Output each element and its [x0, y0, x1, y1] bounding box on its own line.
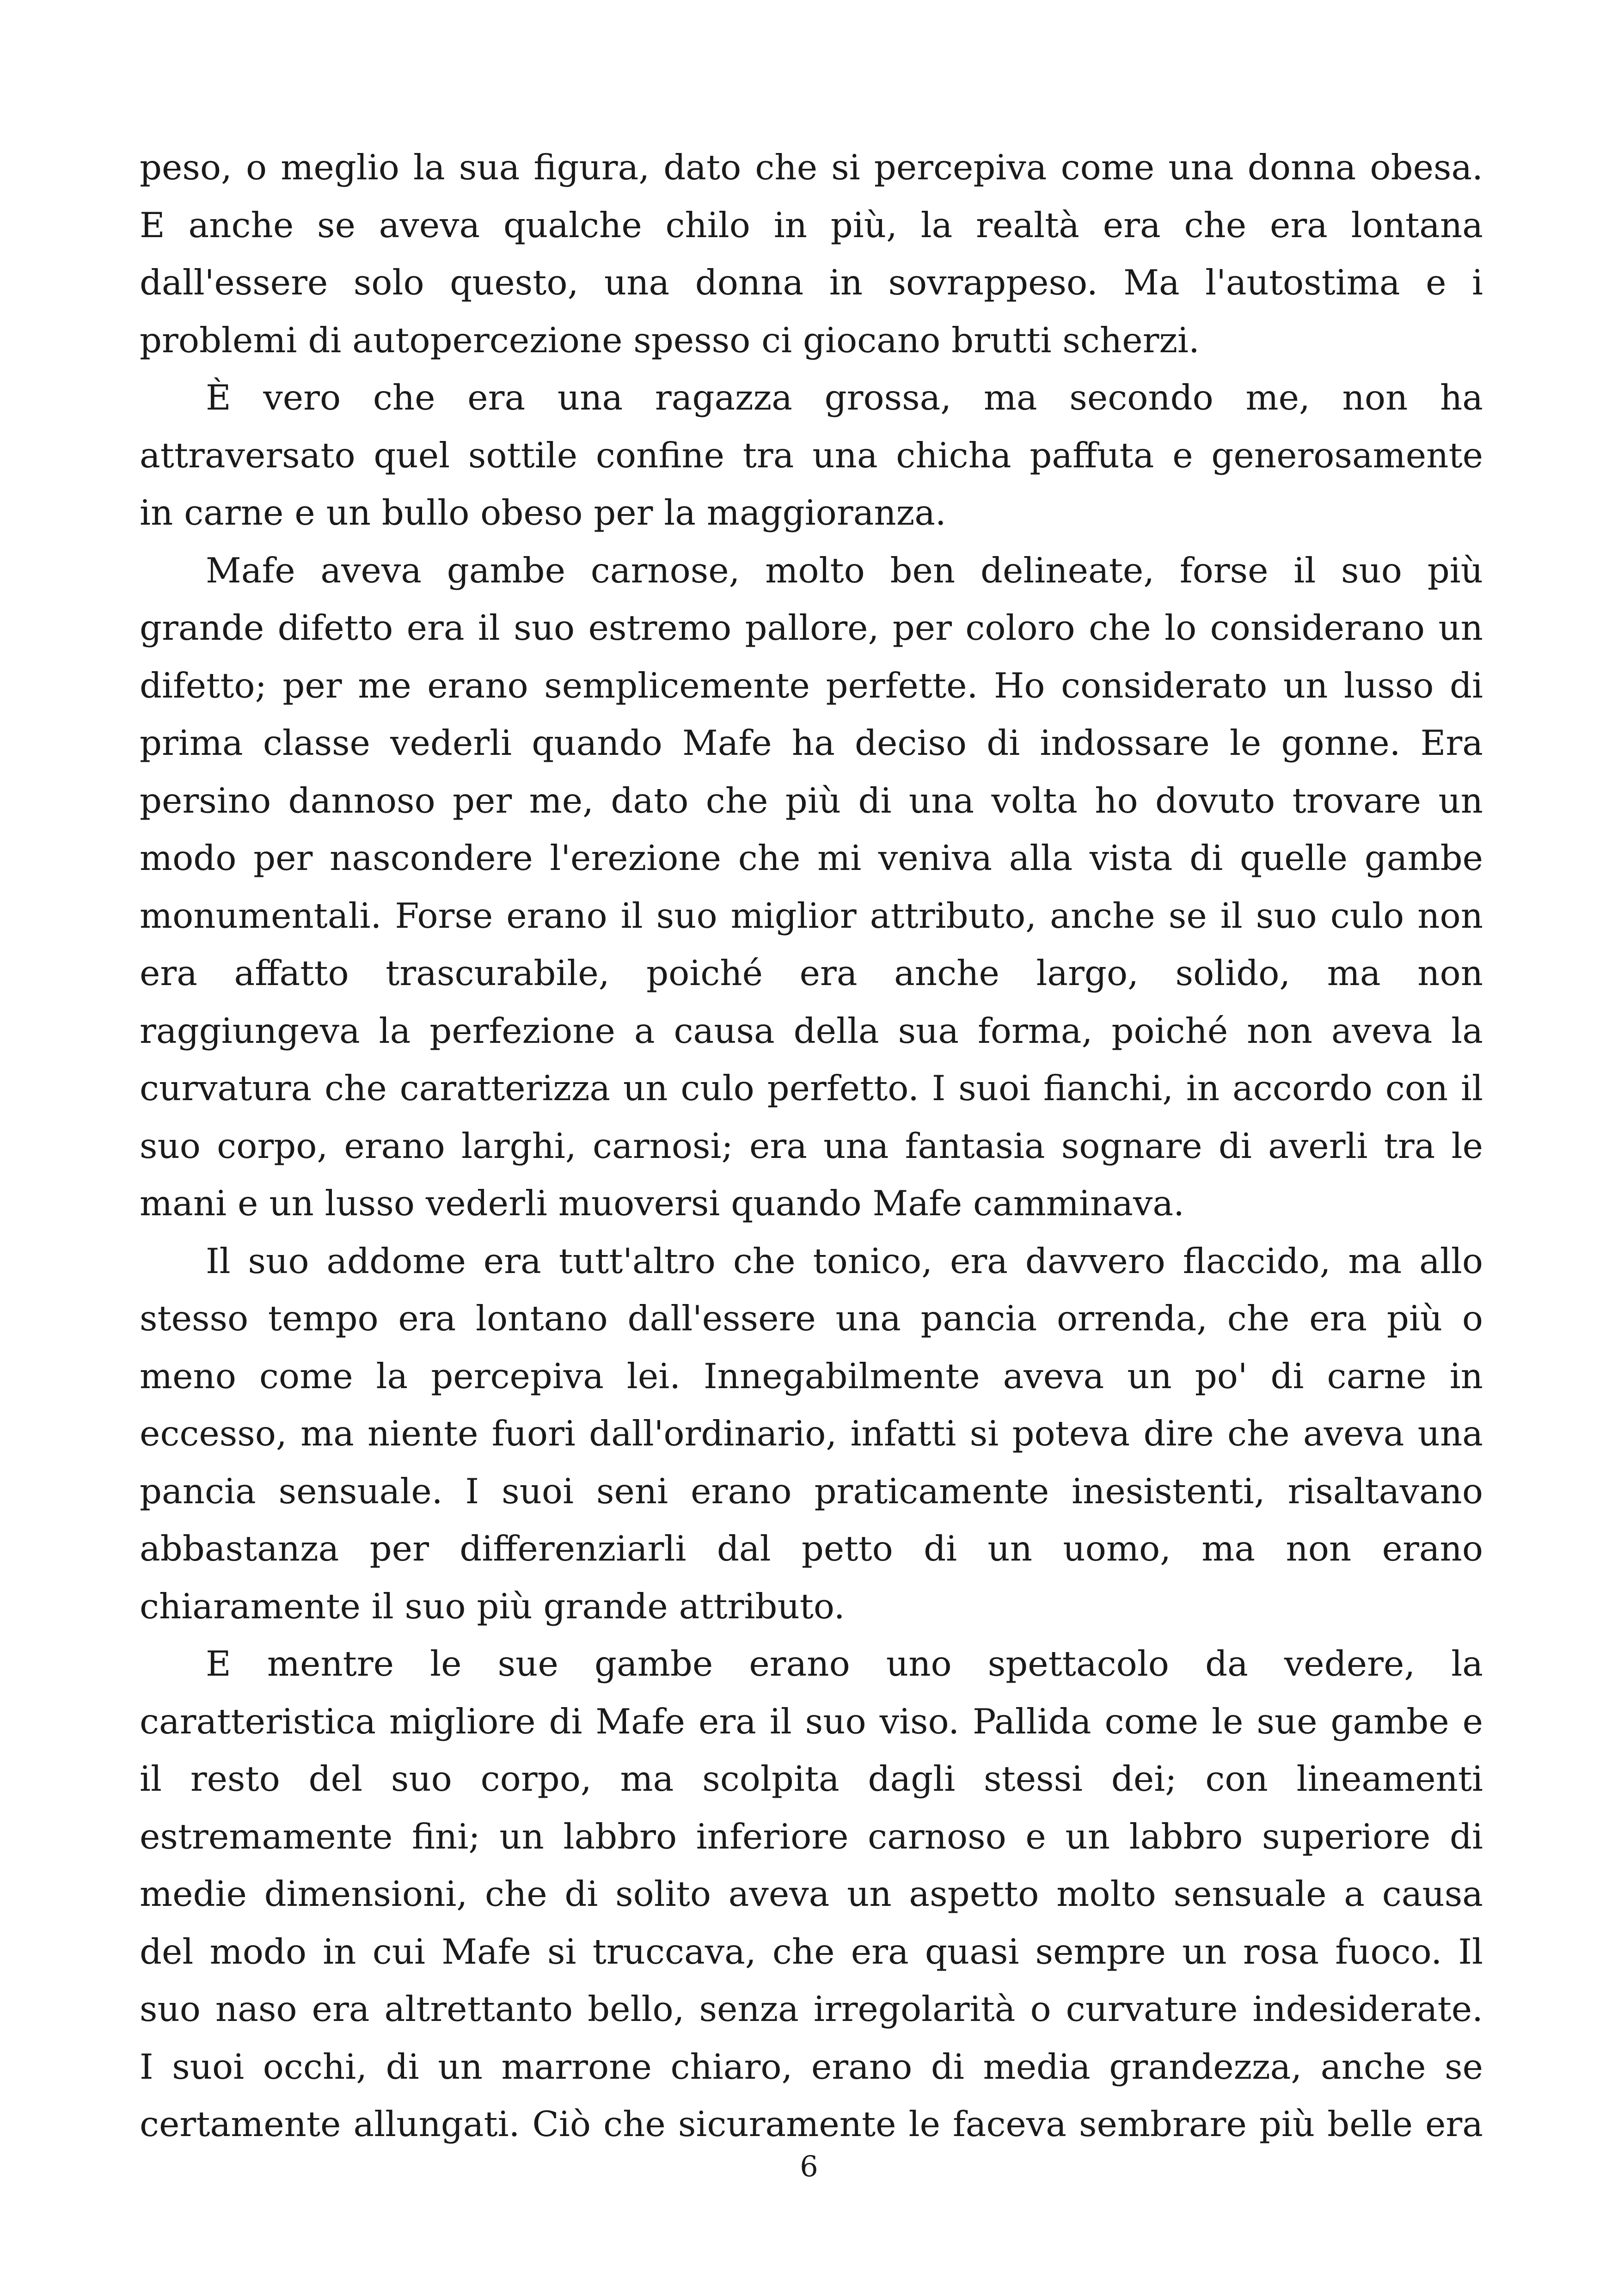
text-line: suo corpo, erano larghi, carnosi; era una fantasia sognare di averli tra le	[140, 1125, 1483, 1166]
text-line: E mentre le sue gambe erano uno spettacolo da vedere, la	[206, 1643, 1483, 1684]
text-line: meno come la percepiva lei. Innegabilmente aveva un po' di carne in	[140, 1355, 1483, 1396]
text-line: raggiungeva la perfezione a causa della sua forma, poiché non aveva la	[140, 1010, 1483, 1051]
text-line: era affatto trascurabile, poiché era anche largo, solido, ma non	[140, 953, 1483, 993]
text-line: grande difetto era il suo estremo pallore, per coloro che lo considerano un	[140, 607, 1483, 648]
text-line: E anche se aveva qualche chilo in più, la realtà era che era lontana	[140, 204, 1483, 245]
text-line: caratteristica migliore di Mafe era il suo viso. Pallida come le sue gambe e	[140, 1701, 1483, 1742]
text-line: chiaramente il suo più grande attributo.	[140, 1586, 845, 1627]
text-line: estremamente fini; un labbro inferiore carnoso e un labbro superiore di	[140, 1816, 1483, 1857]
text-line: abbastanza per differenziarli dal petto di un uomo, ma non erano	[140, 1528, 1483, 1569]
text-line: modo per nascondere l'erezione che mi veniva alla vista di quelle gambe	[140, 838, 1483, 878]
text-line: I suoi occhi, di un marrone chiaro, erano di media grandezza, anche se	[140, 2046, 1483, 2087]
text-line: peso, o meglio la sua figura, dato che si percepiva come una donna obesa.	[140, 147, 1483, 188]
body-text	[140, 139, 1483, 2153]
text-line: del modo in cui Mafe si truccava, che era quasi sempre un rosa fuoco. Il	[140, 1931, 1483, 1972]
text-line: persino dannoso per me, dato che più di una volta ho dovuto trovare un	[140, 780, 1483, 821]
text-line: curvatura che caratterizza un culo perfetto. I suoi fianchi, in accordo con il	[140, 1068, 1483, 1108]
text-line: mani e un lusso vederli muoversi quando Mafe camminava.	[140, 1183, 1184, 1224]
text-line: stesso tempo era lontano dall'essere una pancia orrenda, che era più o	[140, 1298, 1483, 1339]
text-line: difetto; per me erano semplicemente perfette. Ho considerato un lusso di	[140, 665, 1483, 706]
text-line: pancia sensuale. I suoi seni erano praticamente inesistenti, risaltavano	[140, 1470, 1483, 1512]
text-line: medie dimensioni, che di solito aveva un aspetto molto sensuale a causa	[140, 1874, 1483, 1914]
text-line: È vero che era una ragazza grossa, ma secondo me, non ha	[206, 377, 1483, 418]
text-line: Mafe aveva gambe carnose, molto ben delineate, forse il suo più	[206, 550, 1483, 591]
text-line: problemi di autopercezione spesso ci giocano brutti scherzi.	[140, 319, 1200, 361]
text-line: monumentali. Forse erano il suo miglior attributo, anche se il suo culo non	[140, 895, 1483, 936]
text-line: eccesso, ma niente fuori dall'ordinario, infatti si poteva dire che aveva una	[140, 1413, 1483, 1454]
text-line: suo naso era altrettanto bello, senza irregolarità o curvature indesiderate.	[140, 1989, 1483, 2029]
text-line: dall'essere solo questo, una donna in sovrappeso. Ma l'autostima e i	[140, 262, 1483, 303]
text-line: prima classe vederli quando Mafe ha deciso di indossare le gonne. Era	[140, 722, 1483, 763]
text-line: in carne e un bullo obeso per la maggioranza.	[140, 492, 946, 533]
text-line: attraversato quel sottile confine tra una chicha paffuta e generosamente	[140, 435, 1483, 476]
page-number: 6	[800, 2149, 818, 2183]
text-line: certamente allungati. Ciò che sicuramente le faceva sembrare più belle era	[140, 2104, 1483, 2144]
text-line: Il suo addome era tutt'altro che tonico, era davvero flaccido, ma allo	[206, 1240, 1483, 1281]
text-line: il resto del suo corpo, ma scolpita dagli stessi dei; con lineamenti	[140, 1758, 1483, 1799]
